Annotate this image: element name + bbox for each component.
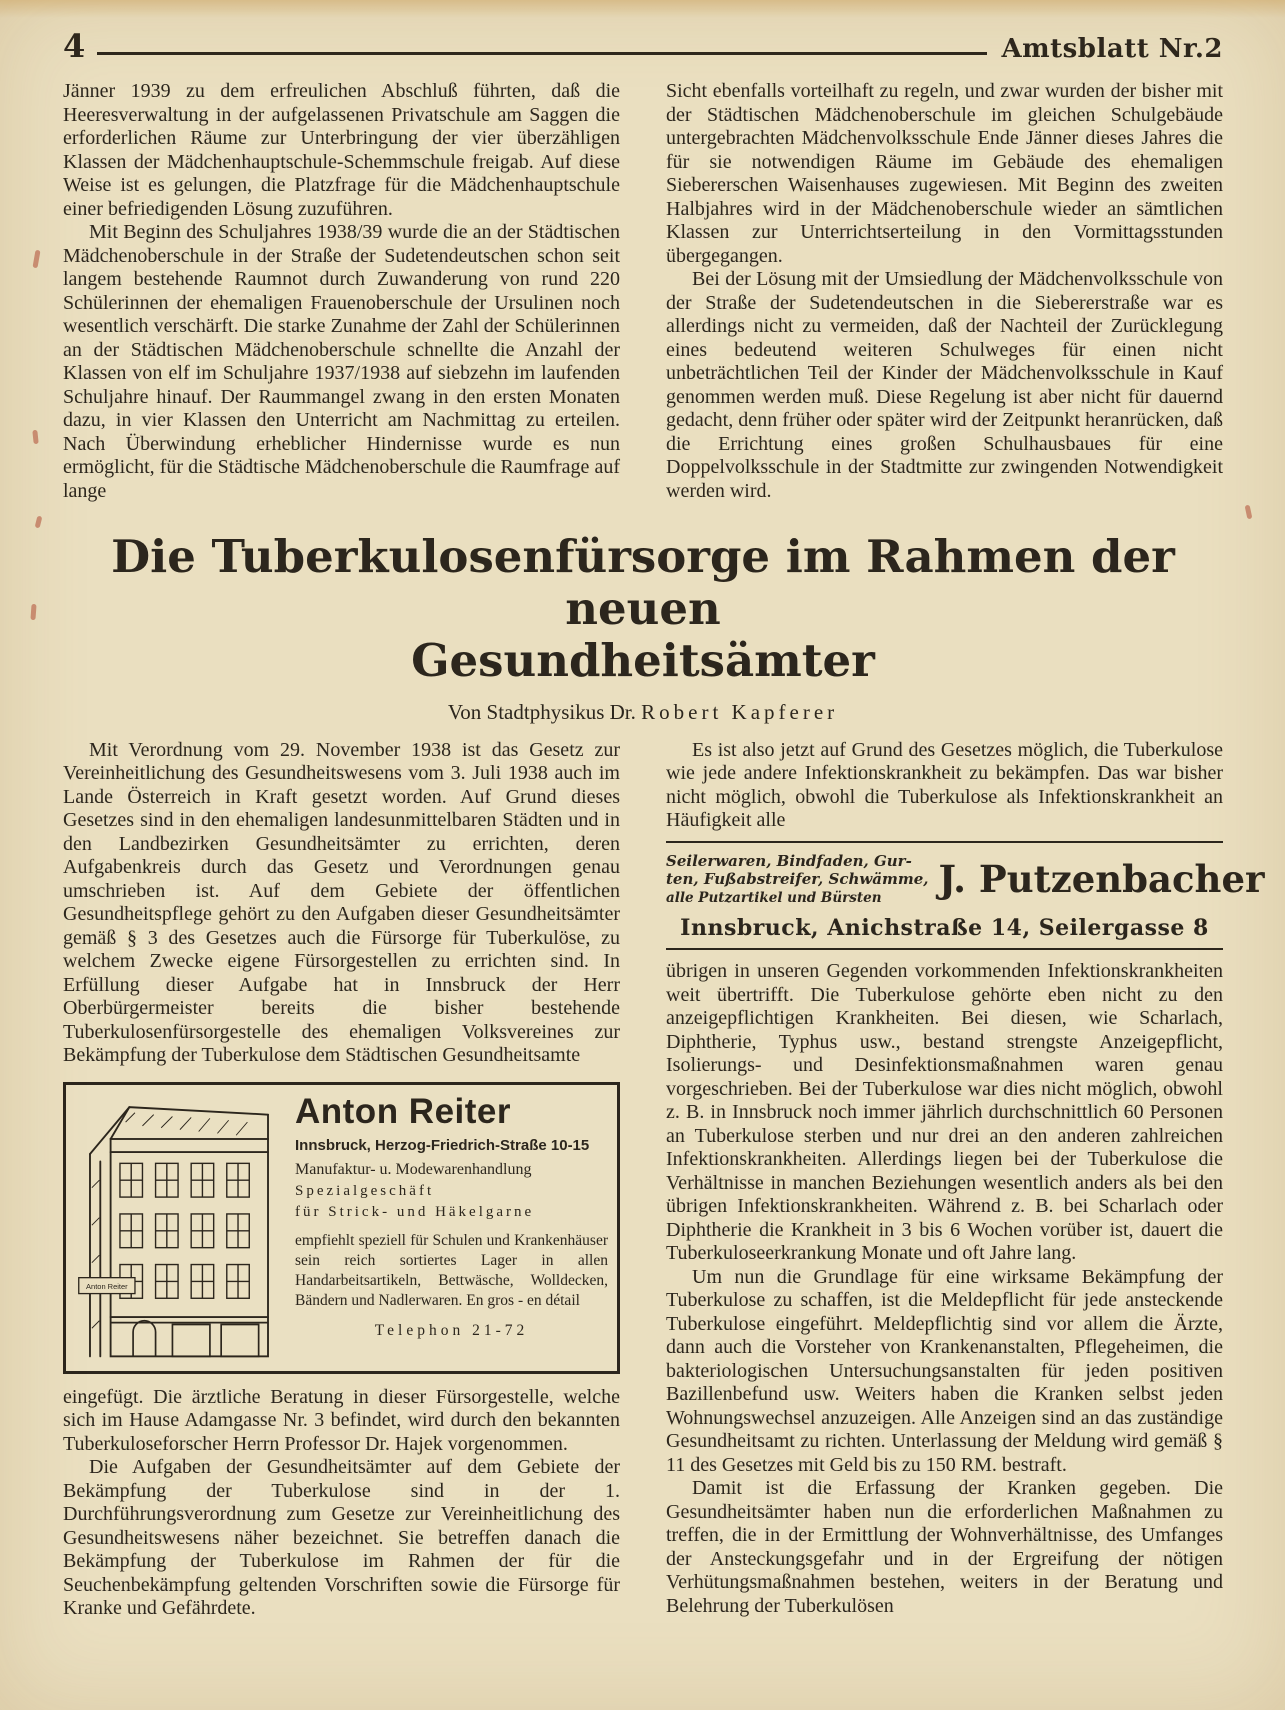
putzenbacher-products [666, 852, 929, 908]
tuberculosis-article-head [63, 531, 1223, 725]
article-paragraph: Mit Verordnung vom 29. November 1938 ist das Gesetz zur Vereinheitlichung des Gesundheitswesens vom 3. Juli 1938 auch im Lande Österreich in Kraft gesetzt worden. Auf Grund dieses Gesetzes sind in den ehemaligen landesunmittelbaren Städten und in den Landbezirken Gesundheitsämter zu errichten, deren Aufgabenkreis durch das Gesetz und Verordnungen genau umschrieben ist. Auf dem Gebiete der öffentlichen Gesundheitspflege gehört zu den Aufgaben dieser Gesundheitsämter gemäß § 3 des Gesetzes auch die Fürsorge für Tuberkulöse, zu welchem Zwecke eigene Fürsorgestellen zu errichten sind. In Erfüllung dieser Aufgabe hat in Innsbruck der Herr Oberbürgermeister bereits die bisher bestehende Tuberkulosenfürsorgestelle des ehemaligen Volksvereines zur Bekämpfung der Tuberkulose dem Städtischen Gesundheitsamte [63, 738, 620, 1067]
reiter-ad-phone: Telephon 21-72 [374, 1322, 529, 1340]
school-right-column [666, 80, 1223, 503]
masthead-title: Amtsblatt Nr.2 [1001, 34, 1223, 64]
reiter-ad-specialty-2: für Strick- und Häkelgarne [295, 1204, 535, 1221]
page-header [63, 27, 1223, 65]
putzenbacher-ad [666, 841, 1265, 951]
reiter-ad-name: Anton Reiter [295, 1091, 511, 1131]
article-title-line2: Gesundheitsämter [411, 634, 875, 688]
article-byline [63, 700, 1223, 725]
building-sign-text: Anton Reiter [86, 1281, 128, 1291]
article-school-section [63, 80, 1223, 503]
article-paragraph: Es ist also jetzt auf Grund des Gesetzes möglich, die Tuberkulose wie jede andere Infektionskrankheit zu bekämpfen. Das war bisher nicht möglich, obwohl die Tuberkulose als Infektionskrankheit an Häufigkeit alle [666, 738, 1223, 832]
building-illustration [75, 1094, 283, 1362]
article-paragraph: Mit Beginn des Schuljahres 1938/39 wurde die an der Städtischen Mädchenoberschule in der Straße der Sudetendeutschen schon seit langem bestehende Raumnot durch Zuwanderung von rund 220 Schülerinnen der ehemaligen Frauenoberschule der Ursulinen noch wesentlich verschärft. Die starke Zunahme der Zahl der Schülerinnen an der Städtischen Mädchenoberschule schnellte die Anzahl der Klassen von elf im Schuljahre 1937/1938 auf siebzehn im laufenden Schuljahre hinauf. Der Raummangel zwang in den ersten Monaten dazu, in vier Klassen den Unterricht am Nachmittag zu erteilen. Nach Überwindung erheblicher Hindernisse wurde es nun ermöglicht, für die Städtische Mädchenoberschule die Raumfrage auf lange [63, 221, 620, 502]
article-paragraph: Sicht ebenfalls vorteilhaft zu regeln, und zwar wurden der bisher mit der Städtischen Mädchenoberschule im gleichen Schulgebäude untergebrachten Mädchenvolksschule Ende Jänner dieses Jahres die für sie notwendigen Räume im Gebäude des ehemaligen Siebererschen Waisenhauses zugewiesen. Mit Beginn des zweiten Halbjahres wird in der Mädchenoberschule wieder an sämtlichen Klassen zur Unterrichtserteilung in den Vormittagsstunden übergegangen. [666, 80, 1223, 267]
article-paragraph: Bei der Lösung mit der Umsiedlung der Mädchenvolksschule von der Straße der Sudetendeutschen in die Siebererstraße war es allerdings nicht zu vermeiden, daß der Nachteil der Zurücklegung eines bedeutend weiteren Schulweges für einen nicht unbeträchtlichen Teil der Kinder der Mädchenvolksschule in Kauf genommen werden muß. Diese Regelung ist aber nicht für dauernd gedacht, denn früher oder später wird der Zeitpunkt heranrücken, daß die Errichtung eines großen Schulhausbaues für eine Doppelvolksschule in der Stadtmitte zur zwingenden Notwendigkeit werden wird. [666, 268, 1223, 502]
putzenbacher-ad-address: Innsbruck, Anichstraße 14, Seilergasse 8 [680, 915, 1209, 942]
reiter-ad-address: Innsbruck, Herzog-Friedrich-Straße 10-15 [295, 1137, 590, 1155]
reiter-ad-business: Manufaktur- u. Modewarenhandlung [295, 1161, 532, 1179]
anton-reiter-ad [63, 1082, 620, 1374]
reiter-ad-specialty: Spezialgeschäft [295, 1183, 435, 1200]
reiter-ad-text [295, 1091, 608, 1362]
article-title-line1: Die Tuberkulosenfürsorge im Rahmen der neuen [111, 530, 1175, 636]
putzenbacher-products-line1: Seilerwaren, Bindfaden, Gur- [666, 851, 912, 870]
article-paragraph: übrigen in unseren Gegenden vorkommenden Infektionskrankheiten weit übertrifft. Die Tuberkulose gehörte eben nicht zu den anzeigepflichtigen Krankheiten. Bei diesen, wie Scharlach, Diphtherie, Typhus usw., bestand strengste Anzeigepflicht, Isolierungs- und Desinfektionsmaßnahmen waren genau vorgeschrieben. Bei der Tuberkulose war dies nicht möglich, obwohl z. B. in Innsbruck noch immer jährlich durchschnittlich 60 Personen an Tuberkulose sterben und nur drei an den anderen zahlreichen Infektionskrankheiten. Allerdings liegen bei der Tuberkulose die Verhältnisse in manchen Beziehungen wesentlich anders als bei den übrigen Infektionskrankheiten. Während z. B. bei Scharlach oder Diphtherie die Krankheit in 3 bis 6 Wochen vorüber ist, dauert die Tuberkuloseerkrankung Monate und oft Jahre lang. [666, 960, 1223, 1265]
putzenbacher-products-line3: alle Putzartikel und Bürsten [666, 889, 882, 906]
tb-left-column [63, 739, 620, 1621]
byline-author: Robert Kapferer [641, 699, 839, 724]
byline-prefix: Von Stadtphysikus Dr. [447, 699, 636, 724]
reiter-ad-body: empfiehlt speziell für Schulen und Krankenhäuser sein reich sortiertes Lager in allen Handarbeitsartikeln, Bettwäsche, Wolldecken, Bändern und Nadlerwaren. En gros - en détail [295, 1232, 608, 1310]
school-left-column [63, 80, 620, 503]
article-paragraph: eingefügt. Die ärztliche Beratung in dieser Fürsorgestelle, welche sich im Hause Adamgasse Nr. 3 befindet, wird durch den bekannten Tuberkuloseforscher Herrn Professor Dr. Hajek vorgenommen. [63, 1385, 620, 1455]
article-paragraph: Jänner 1939 zu dem erfreulichen Abschluß führten, daß die Heeresverwaltung in der aufgelassenen Privatschule am Saggen die erforderlichen Räume zur Unterbringung der vier überzähligen Klassen der Mädchenhauptschule-Schemmschule freigab. Auf diese Weise ist es gelungen, die Platzfrage für die Mädchenhauptschule einer befriedigenden Lösung zuzuführen. [63, 80, 620, 220]
article-paragraph: Die Aufgaben der Gesundheitsämter auf dem Gebiete der Bekämpfung der Tuberkulose sind in der 1. Durchführungsverordnung zum Gesetze zur Vereinheitlichung des Gesundheitswesens näher bezeichnet. Sie betreffen danach die Bekämpfung der Tuberkulose im Rahmen der für die Seuchenbekämpfung geltenden Vorschriften sowie die Fürsorge für Kranke und Gefährdete. [63, 1456, 620, 1620]
putzenbacher-products-line2: ten, Fußabstreifer, Schwämme, [666, 870, 929, 889]
putzenbacher-ad-row [666, 851, 1265, 908]
header-rule [97, 52, 987, 55]
article-paragraph: Damit ist die Erfassung der Kranken gegeben. Die Gesundheitsämter haben nun die erforderlichen Maßnahmen zu treffen, die in der Ermittlung der Wohnverhältnisse, des Umfanges der Ansteckungsgefahr und in der Ergreifung der nötigen Verhütungsmaßnahmen bestehen, weiters in der Beratung und Belehrung der Tuberkulösen [666, 1477, 1223, 1617]
article-paragraph: Um nun die Grundlage für eine wirksame Bekämpfung der Tuberkulose zu schaffen, ist die Meldepflicht für jede ansteckende Tuberkulose eingeführt. Meldepflichtig sind vor allem die Ärzte, dann auch die Vorsteher von Krankenanstalten, Pflegeheimen, die bakteriologischen Untersuchungsanstalten für jeden positiven Bazillenbefund usw. Weiters haben die Kranken selbst jeden Wohnungswechsel anzuzeigen. Alle Anzeigen sind an das zuständige Gesundheitsamt zu richten. Unterlassung der Meldung wird gemäß § 11 des Gesetzes mit Geld bis zu 150 RM. bestraft. [666, 1265, 1223, 1476]
tuberculosis-article-body [63, 738, 1265, 1621]
putzenbacher-ad-name: J. Putzenbacher [938, 856, 1265, 901]
article-title [63, 531, 1223, 688]
page-number: 4 [63, 27, 86, 65]
tb-right-column [666, 738, 1265, 1621]
